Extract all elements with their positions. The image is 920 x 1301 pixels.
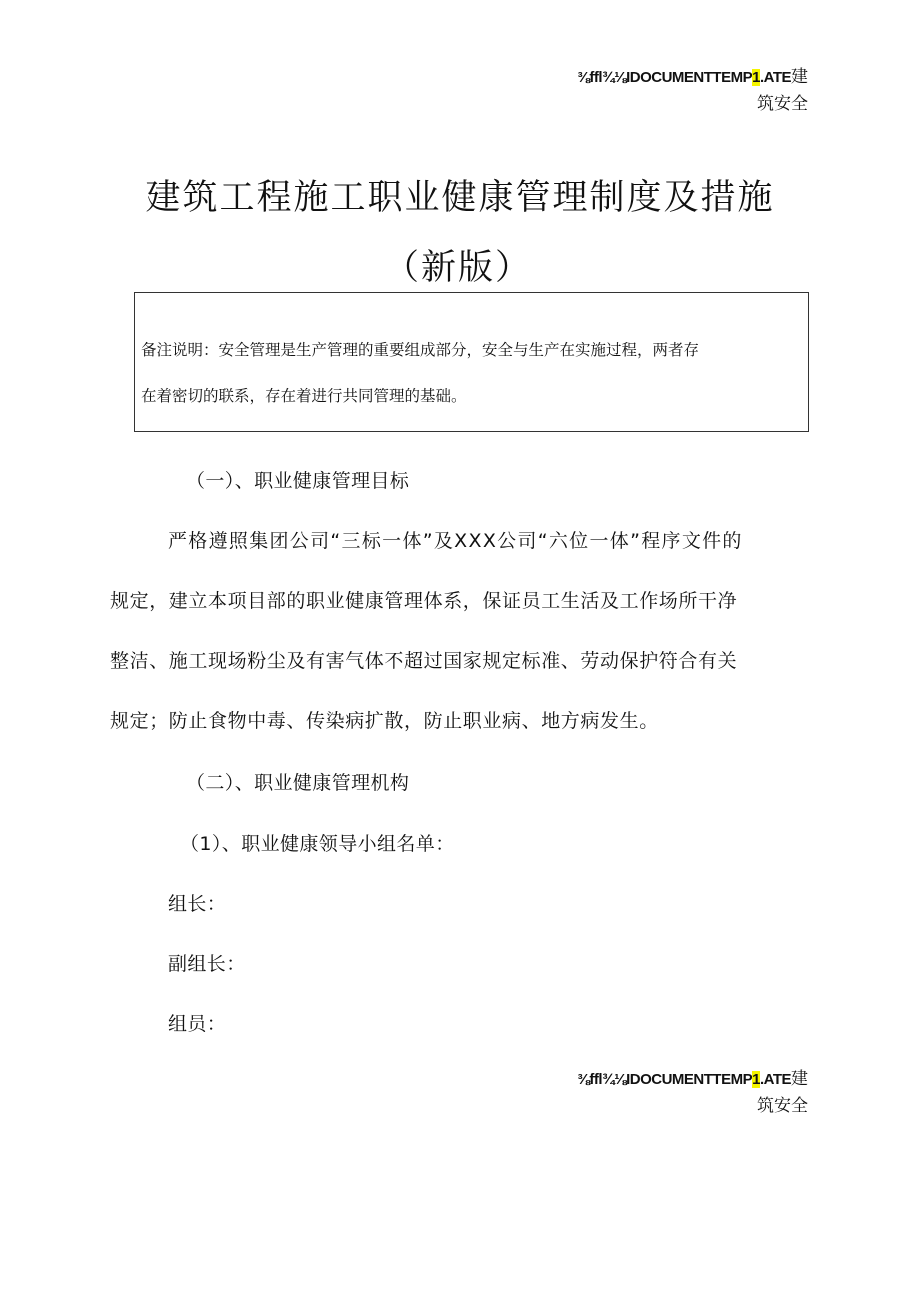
- section2-heading: （二）、职业健康管理机构: [186, 772, 410, 794]
- leader-label: 组长：: [168, 893, 227, 915]
- section2-subheading: （1）、职业健康领导小组名单：: [180, 833, 455, 855]
- document-title: 建筑工程施工职业健康管理制度及措施: [145, 178, 775, 218]
- template-code: ⅜ffl¾⅛IDOCUMENTTEMP1.ATE: [577, 69, 791, 86]
- section1-line-2: 规定，建立本项目部的职业健康管理体系，保证员工生活及工作场所干净: [110, 590, 738, 612]
- header-line2: 筑安全: [757, 94, 808, 114]
- header-watermark: [577, 64, 808, 117]
- notice-line-1: 备注说明：安全管理是生产管理的重要组成部分，安全与生产在实施过程，两者存: [141, 341, 700, 359]
- header-suffix: 建: [791, 67, 808, 87]
- footer-line2: 筑安全: [757, 1096, 808, 1116]
- template-code-footer: ⅜ffl¾⅛IDOCUMENTTEMP1.ATE: [577, 1071, 791, 1088]
- notice-box: [134, 292, 809, 432]
- footer-watermark: [577, 1066, 808, 1119]
- section1-line-4: 规定；防止食物中毒、传染病扩散，防止职业病、地方病发生。: [110, 710, 659, 732]
- deputy-leader-label: 副组长：: [168, 953, 246, 975]
- notice-line-2: 在着密切的联系，存在着进行共同管理的基础。: [141, 387, 467, 405]
- section1-heading: （一）、职业健康管理目标: [186, 470, 410, 492]
- footer-suffix: 建: [791, 1069, 808, 1089]
- document-subtitle: （新版）: [383, 248, 532, 288]
- section1-line-1: 严格遵照集团公司“三标一体”及XXX公司“六位一体”程序文件的: [168, 530, 743, 552]
- section1-line-3: 整洁、施工现场粉尘及有害气体不超过国家规定标准、劳动保护符合有关: [110, 650, 738, 672]
- member-label: 组员：: [168, 1013, 227, 1035]
